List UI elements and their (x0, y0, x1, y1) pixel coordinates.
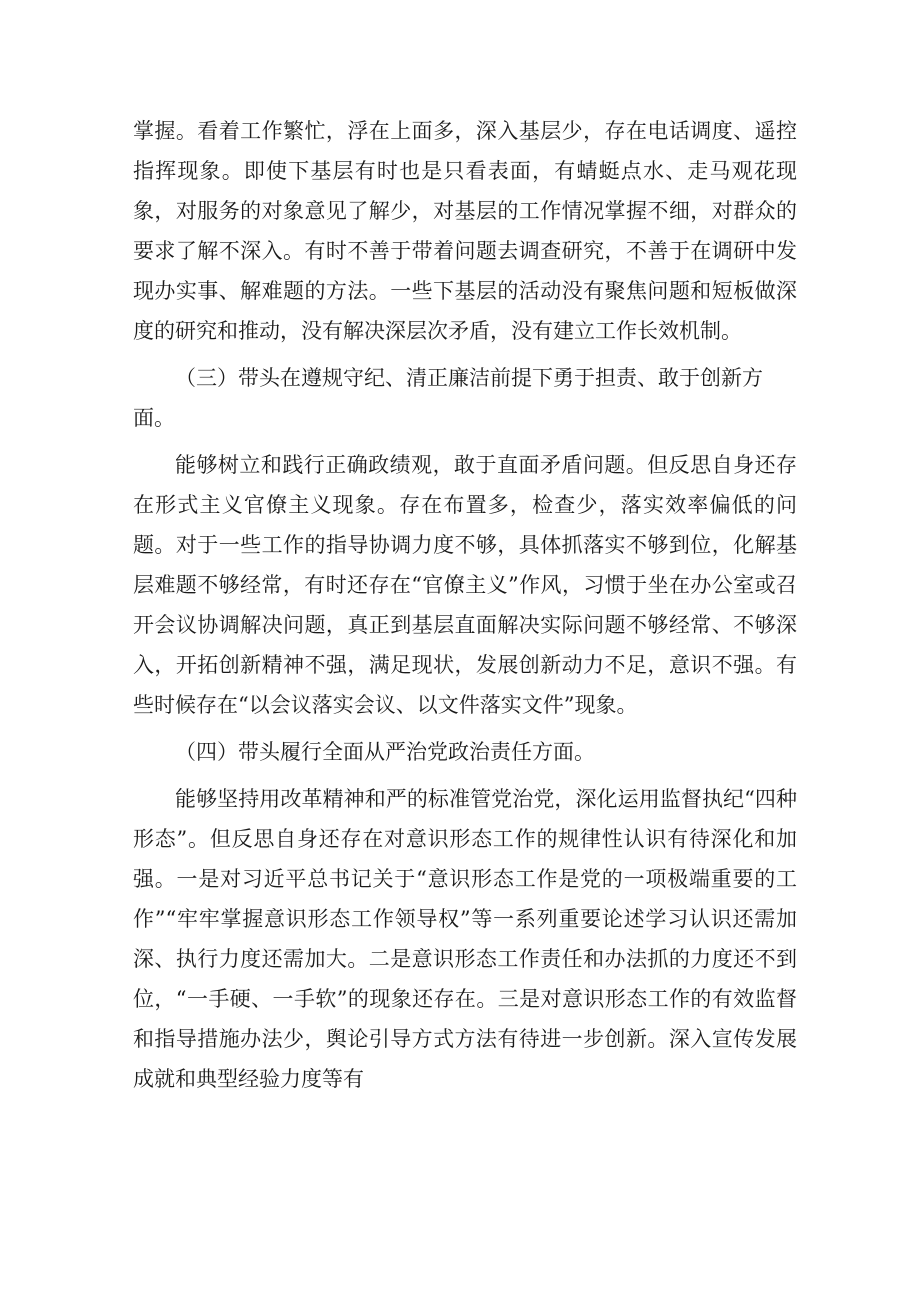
section-heading-3: （三）带头在遵规守纪、清正廉洁前提下勇于担责、敢于创新方面。 (133, 366, 763, 430)
paragraph-section-3: 能够树立和践行正确政绩观，敢于直面矛盾问题。但反思自身还存在形式主义官僚主义现象。存在布置多，检查少，落实效率偏低的问题。对于一些工作的指导协调力度不够，具体抓落实不够到位，化解基层难题不够经常，有时还存在“官僚主义”作风，习惯于坐在办公室或召开会议协调解决问题，真正到基层直面解决实际问题不够经常、不够深入，开拓创新精神不强，满足现状，发展创新动力不足，意识不强。有些时候存在“以会议落实会议、以文件落实文件”现象。 (133, 453, 797, 717)
paragraph-section-4: 能够坚持用改革精神和严的标准管党治党，深化运用监督执纪“四种形态”。但反思自身还存在对意识形态工作的规律性认识有待深化和加强。一是对习近平总书记关于“意识形态工作是党的一项极端重要的工作”“牢牢掌握意识形态工作领导权”等一系列重要论述学习认识还需加深、执行力度还需加大。二是意识形态工作责任和办法抓的力度还不到位，“一手硬、一手软”的现象还存在。三是对意识形态工作的有效监督和指导措施办法少，舆论引导方式方法有待进一步创新。深入宣传发展成就和典型经验力度等有 (133, 787, 797, 1091)
section-heading-4: （四）带头履行全面从严治党政治责任方面。 (175, 740, 595, 764)
paragraph-continued: 掌握。看着工作繁忙，浮在上面多，深入基层少，存在电话调度、遥控指挥现象。即使下基层有时也是只看表面，有蜻蜓点水、走马观花现象，对服务的对象意见了解少，对基层的工作情况掌握不细，对群众的要求了解不深入。有时不善于带着问题去调查研究，不善于在调研中发现办实事、解难题的方法。一些下基层的活动没有聚焦问题和短板做深度的研究和推动，没有解决深层次矛盾，没有建立工作长效机制。 (133, 119, 797, 343)
document-body (133, 111, 797, 1106)
